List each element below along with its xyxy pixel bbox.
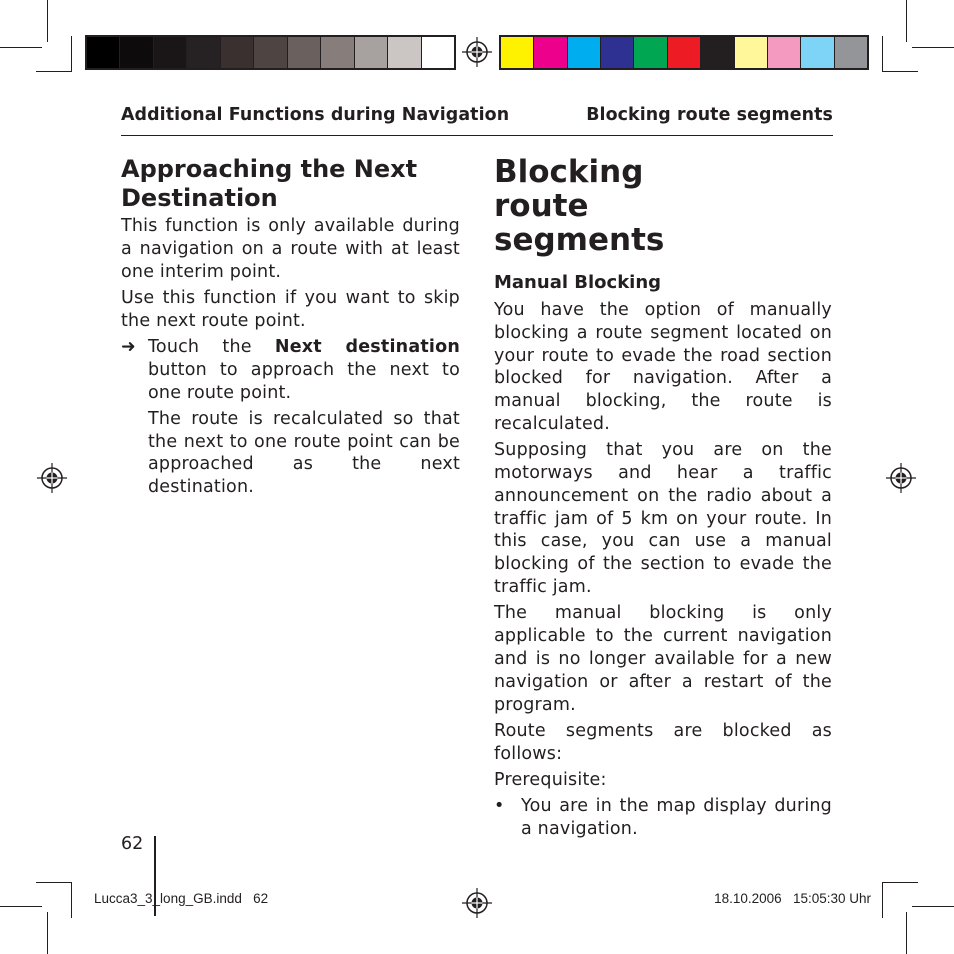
grey-swatch — [288, 37, 321, 68]
paragraph: The manual blocking is only applicable to the current navigation and is no longer available for a new navigation or after a restart of the program. — [494, 603, 832, 715]
crop-mark — [0, 47, 42, 48]
crop-mark — [36, 882, 72, 883]
color-swatch — [568, 37, 601, 68]
slug-timestamp: 18.10.2006 15:05:30 Uhr — [714, 891, 871, 906]
paragraph: You have the option of manually blocking a route segment located on your route to evade the road section blocked for navigation. After a manual blocking, the route is recalculated. — [494, 300, 832, 434]
color-swatch — [668, 37, 701, 68]
list-item-text: You are in the map display during a navigation. — [521, 796, 832, 840]
slug-file-name: Lucca3_3_long_GB.indd 62 — [94, 891, 269, 906]
crop-mark — [47, 912, 48, 954]
registration-target-icon — [462, 37, 492, 67]
grey-swatch — [87, 37, 120, 68]
grey-swatch — [321, 37, 354, 68]
color-swatch — [601, 37, 634, 68]
next-destination-label: Next destination — [274, 336, 460, 357]
color-swatch — [801, 37, 834, 68]
color-swatch — [835, 37, 867, 68]
crop-mark — [882, 36, 883, 72]
running-header-left: Additional Functions during Navigation — [121, 105, 510, 125]
page-title: Blocking route segments — [494, 154, 665, 258]
paragraph: This function is only available during a navigation on a route with at least one interim point. — [121, 216, 460, 282]
color-swatch — [634, 37, 667, 68]
crop-mark — [71, 882, 72, 918]
paragraph: Prerequisite: — [494, 769, 607, 790]
paragraph: Use this function if you want to skip the next route point. — [121, 287, 460, 331]
color-swatch — [735, 37, 768, 68]
step-text-after: button to approach the next to one route point. — [148, 359, 460, 403]
arrow-right-icon: ➜ — [121, 336, 136, 357]
grey-swatch — [254, 37, 287, 68]
step-text-before: Touch the — [148, 336, 275, 357]
color-swatch — [534, 37, 567, 68]
grey-swatch — [221, 37, 254, 68]
grey-swatch — [154, 37, 187, 68]
grey-color-bar — [85, 35, 456, 70]
right-column — [494, 155, 832, 841]
page-number: 62 — [121, 834, 144, 854]
paragraph: Supposing that you are on the motorways and hear a traffic announcement on the radio about a traffic jam of 5 km on your route. In this case, you can use a manual blocking of the section to evade the traffic jam. — [494, 440, 832, 598]
grey-swatch — [187, 37, 220, 68]
crop-mark — [882, 882, 918, 883]
header-rule — [121, 135, 833, 136]
registration-target-icon — [886, 463, 916, 493]
crop-mark — [906, 912, 907, 954]
step-text — [148, 336, 460, 404]
color-swatch — [501, 37, 534, 68]
grey-swatch — [120, 37, 153, 68]
registration-target-icon — [37, 463, 67, 493]
crop-mark — [47, 0, 48, 42]
instruction-step — [121, 336, 460, 499]
step-result: The route is recalculated so that the next to one route point can be approached as the next destination. — [148, 408, 460, 498]
crop-mark — [912, 47, 954, 48]
crop-mark — [0, 906, 42, 907]
bullet-icon: • — [494, 796, 505, 817]
subheading: Manual Blocking — [494, 272, 662, 293]
registration-target-icon — [462, 888, 492, 918]
grey-swatch — [388, 37, 421, 68]
grey-swatch — [355, 37, 388, 68]
crop-mark — [912, 906, 954, 907]
color-swatch — [768, 37, 801, 68]
left-column — [121, 155, 460, 499]
crop-mark — [36, 71, 72, 72]
crop-mark — [882, 882, 883, 918]
process-color-bar — [499, 35, 869, 70]
crop-mark — [882, 71, 918, 72]
section-heading: Approaching the Next Destination — [121, 155, 418, 212]
color-swatch — [701, 37, 734, 68]
list-item — [494, 795, 832, 841]
grey-swatch — [422, 37, 454, 68]
crop-mark — [906, 0, 907, 42]
paragraph: Route segments are blocked as follows: — [494, 720, 832, 764]
crop-mark — [71, 36, 72, 72]
running-header-right: Blocking route segments — [586, 105, 833, 125]
